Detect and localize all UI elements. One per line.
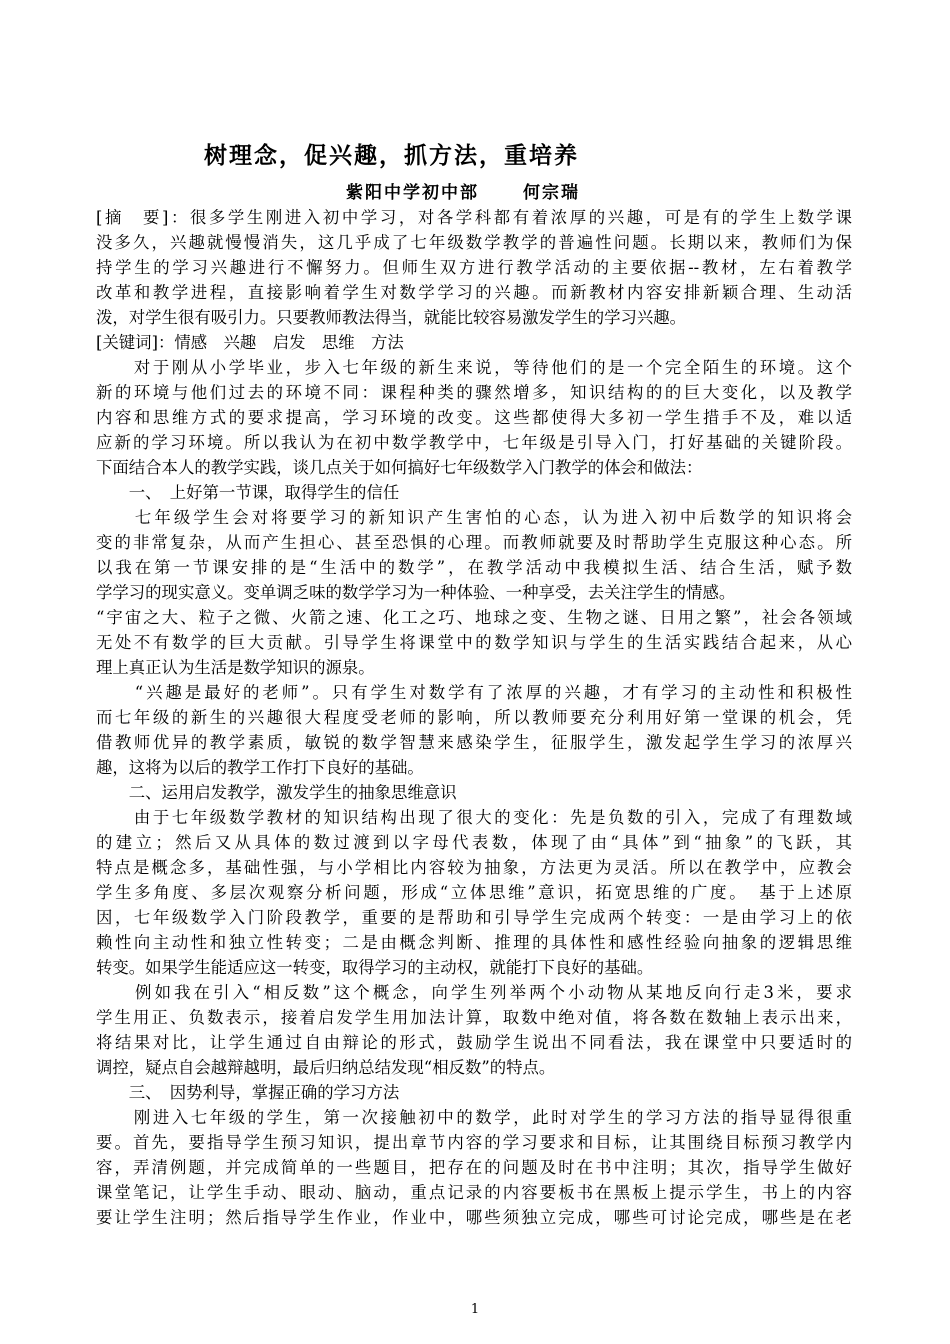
text-line: 赖性向主动性和独立性转变；二是由概念判断、推理的具体性和感性经验向抽象的逻辑思维 — [96, 933, 852, 952]
text-line: 学学习的现实意义。变单调乏味的数学学习为一种体验、一种享受，去关注学生的情感。 — [96, 583, 736, 602]
text-line: “宇宙之大、粒子之微、火箭之速、化工之巧、地球之变、生物之谜、日用之繁”，社会各领域 — [96, 608, 852, 627]
text-line: 要让学生注明；然后指导学生作业，作业中，哪些须独立完成，哪些可讨论完成，哪些是在老 — [96, 1208, 852, 1227]
text-line: 下面结合本人的教学实践，谈几点关于如何搞好七年级数学入门教学的体会和做法： — [96, 458, 703, 477]
page-title: 树理念，促兴趣，抓方法，重培养 — [204, 142, 579, 169]
text-line: 学生用正、负数表示，接着启发学生用加法计算，取数中绝对值，将各数在数轴上表示出来， — [96, 1008, 852, 1027]
text-line: 容，弄清例题，并完成简单的一些题目，把存在的问题及时在书中注明；其次，指导学生做好 — [96, 1158, 852, 1177]
text-line: 应新的学习环境。所以我认为在初中数学教学中，七年级是引导入门，打好基础的关键阶段。 — [96, 433, 852, 452]
text-line: 调控，疑点自会越辩越明，最后归纳总结发现“相反数”的特点。 — [96, 1058, 556, 1077]
text-line: 变的非常复杂，从而产生担心、甚至恐惧的心理。而教师就要及时帮助学生克服这种心态。所 — [96, 533, 852, 552]
text-line: 课堂笔记，让学生手动、眼动、脑动，重点记录的内容要板书在黑板上提示学生，书上的内容 — [96, 1183, 852, 1202]
text-line: 以我在第一节课安排的是“生活中的数学”，在教学活动中我模拟生活、结合生活，赋予数 — [96, 558, 852, 577]
text-line: 新的环境与他们过去的环境不同：课程种类的骤然增多，知识结构的的巨大变化，以及教学 — [96, 383, 852, 402]
text-line: 理上真正认为生活是数学知识的源泉。 — [96, 658, 375, 677]
text-line: 持学生的学习兴趣进行不懈努力。但师生双方进行教学活动的主要依据--教材，左右着教学 — [96, 258, 852, 277]
text-line: 对于刚从小学毕业，步入七年级的新生来说，等待他们的是一个完全陌生的环境。这个 — [96, 358, 852, 377]
text-line: 改革和教学进程，直接影响着学生对数学学习的兴趣。而新教材内容安排新颖合理、生动活 — [96, 283, 852, 302]
text-line: 借教师优异的教学素质，敏锐的数学智慧来感染学生，征服学生，激发起学生学习的浓厚兴 — [96, 733, 852, 752]
text-line: 学生多角度、多层次观察分析问题，形成“立体思维”意识，拓宽思维的广度。 基于上述原 — [96, 883, 852, 902]
text-line: 三、 因势利导，掌握正确的学习方法 — [96, 1083, 400, 1102]
text-line: 特点是概念多，基础性强，与小学相比内容较为抽象，方法更为灵活。所以在教学中，应教会 — [96, 858, 852, 877]
text-line: 刚进入七年级的学生，第一次接触初中的数学，此时对学生的学习方法的指导显得很重 — [96, 1108, 852, 1127]
text-line: 趣，这将为以后的教学工作打下良好的基础。 — [96, 758, 424, 777]
text-line: 的建立；然后又从具体的数过渡到以字母代表数，体现了由“具体”到“抽象”的飞跃，其 — [96, 833, 852, 852]
text-line: [摘 要]：很多学生刚进入初中学习，对各学科都有着浓厚的兴趣，可是有的学生上数学课 — [96, 208, 852, 227]
author-school: 紫阳中学初中部 — [346, 183, 479, 203]
text-line: “兴趣是最好的老师”。只有学生对数学有了浓厚的兴趣，才有学习的主动性和积极性 — [96, 683, 852, 702]
text-line: 无处不有数学的巨大贡献。引导学生将课堂中的数学知识与学生的生活实践结合起来，从心 — [96, 633, 852, 652]
author-name: 何宗瑞 — [523, 183, 580, 203]
text-line: 没多久，兴趣就慢慢消失，这几乎成了七年级数学教学的普遍性问题。长期以来，教师们为保 — [96, 233, 852, 252]
text-line: 将结果对比，让学生通过自由辩论的形式，鼓励学生说出不同看法，我在课堂中只要适时的 — [96, 1033, 852, 1052]
text-line: 一、 上好第一节课，取得学生的信任 — [96, 483, 400, 502]
text-line: 转变。如果学生能适应这一转变，取得学习的主动权，就能打下良好的基础。 — [96, 958, 654, 977]
text-line: 而七年级的新生的兴趣很大程度受老师的影响，所以教师要充分利用好第一堂课的机会，凭 — [96, 708, 852, 727]
text-line: 泼，对学生很有吸引力。只要教师教法得当，就能比较容易激发学生的学习兴趣。 — [96, 308, 687, 327]
text-line: 例如我在引入“相反数”这个概念，向学生列举两个小动物从某地反向行走3米，要求 — [96, 983, 852, 1002]
text-line: 因，七年级数学入门阶段教学，重要的是帮助和引导学生完成两个转变：一是由学习上的依 — [96, 908, 852, 927]
text-line: 二、运用启发教学，激发学生的抽象思维意识 — [96, 783, 457, 802]
text-line: [关键词]：情感 兴趣 启发 思维 方法 — [96, 333, 404, 352]
text-line: 由于七年级数学教材的知识结构出现了很大的变化：先是负数的引入，完成了有理数域 — [96, 808, 852, 827]
article-body — [96, 205, 852, 1230]
page-number: 1 — [470, 1302, 480, 1317]
text-line: 要。首先，要指导学生预习知识，提出章节内容的学习要求和目标，让其围绕目标预习教学内 — [96, 1133, 852, 1152]
text-line: 七年级学生会对将要学习的新知识产生害怕的心态，认为进入初中后数学的知识将会 — [96, 508, 852, 527]
text-line: 内容和思维方式的要求提高，学习环境的改变。这些都使得大多初一学生措手不及，难以适 — [96, 408, 852, 427]
author-line — [346, 178, 580, 203]
